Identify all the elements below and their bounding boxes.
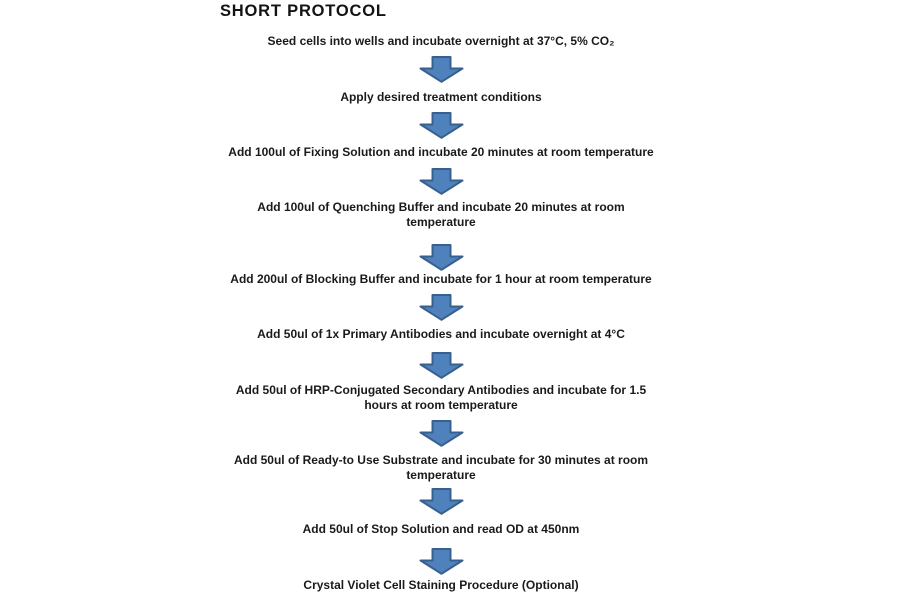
down-arrow-shape xyxy=(421,295,463,320)
down-arrow-icon xyxy=(419,352,464,379)
down-arrow-icon xyxy=(419,548,464,575)
step-text: Seed cells into wells and incubate overnight at 37°C, 5% CO₂ xyxy=(267,34,615,48)
down-arrow-shape xyxy=(421,549,463,574)
down-arrow-icon xyxy=(419,244,464,271)
step-text: hours at room temperature xyxy=(364,398,518,412)
down-arrow-shape xyxy=(421,421,463,446)
protocol-step-2 xyxy=(180,90,702,105)
down-arrow-icon xyxy=(419,488,464,515)
protocol-step-8 xyxy=(180,453,702,483)
down-arrow-shape xyxy=(421,57,463,82)
step-text: temperature xyxy=(406,215,476,229)
down-arrow-icon xyxy=(419,112,464,139)
protocol-step-10 xyxy=(180,578,702,593)
protocol-step-5 xyxy=(180,272,702,287)
down-arrow-shape xyxy=(421,169,463,194)
step-text: temperature xyxy=(406,468,476,482)
protocol-step-7 xyxy=(180,383,702,413)
down-arrow-shape xyxy=(421,353,463,378)
step-text: Apply desired treatment conditions xyxy=(340,90,542,104)
protocol-step-9 xyxy=(180,522,702,537)
down-arrow-shape xyxy=(421,113,463,138)
step-text: Add 100ul of Fixing Solution and incubate 20 minutes at room temperature xyxy=(228,145,654,159)
step-text: Crystal Violet Cell Staining Procedure (Optional) xyxy=(303,578,579,592)
down-arrow-shape xyxy=(421,245,463,270)
protocol-step-3 xyxy=(180,145,702,160)
step-text: Add 50ul of Stop Solution and read OD at 450nm xyxy=(302,522,580,536)
protocol-step-1 xyxy=(180,34,702,49)
protocol-step-6 xyxy=(180,327,702,342)
down-arrow-icon xyxy=(419,294,464,321)
step-text: Add 50ul of Ready-to Use Substrate and incubate for 30 minutes at room xyxy=(233,453,649,467)
step-text: Add 50ul of HRP-Conjugated Secondary Antibodies and incubate for 1.5 xyxy=(235,383,647,397)
down-arrow-icon xyxy=(419,168,464,195)
step-text: Add 100ul of Quenching Buffer and incubate 20 minutes at room xyxy=(257,200,625,214)
down-arrow-icon xyxy=(419,420,464,447)
step-text: Add 200ul of Blocking Buffer and incubate for 1 hour at room temperature xyxy=(230,272,652,286)
page-title: SHORT PROTOCOL xyxy=(220,2,387,20)
protocol-step-4 xyxy=(180,200,702,230)
step-text: Add 50ul of 1x Primary Antibodies and incubate overnight at 4°C xyxy=(257,327,625,341)
down-arrow-icon xyxy=(419,56,464,83)
down-arrow-shape xyxy=(421,489,463,514)
